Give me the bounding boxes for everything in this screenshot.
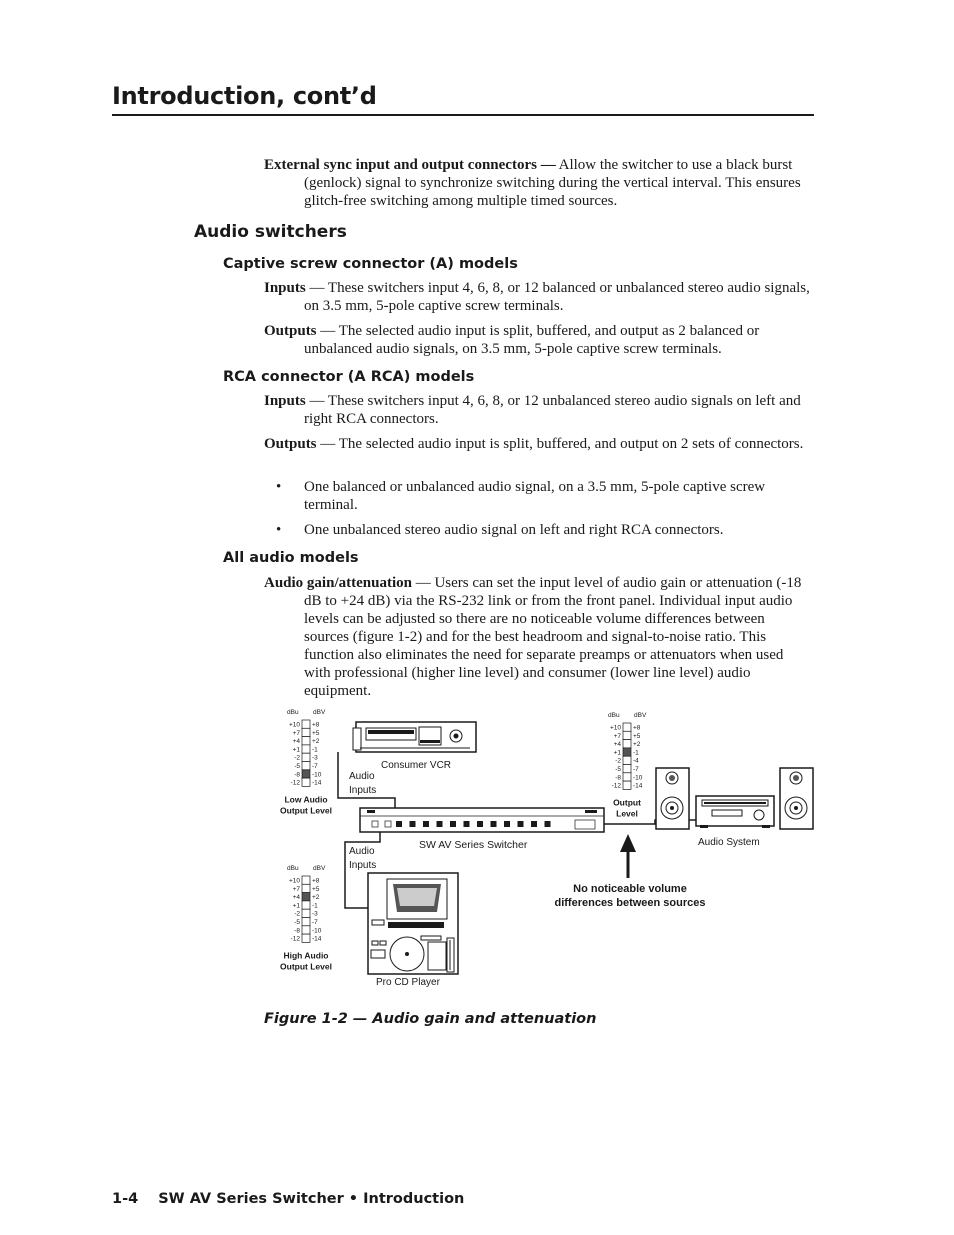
meter-label-1: High Audio xyxy=(283,950,329,961)
meter-dbu-tick: +7 xyxy=(613,732,621,740)
bullet-text: One unbalanced stereo audio signal on left and right RCA connectors. xyxy=(304,522,724,538)
meter-dbv-tick: -3 xyxy=(312,910,318,918)
meter-dbv-tick: +8 xyxy=(312,877,320,885)
gain-label: Audio gain/attenuation xyxy=(264,575,412,591)
audio-inputs-top-label-2: Inputs xyxy=(349,785,377,796)
audio-switchers-heading: Audio switchers xyxy=(194,222,347,242)
meter-dbv-tick: +8 xyxy=(312,721,320,729)
switcher-input-button xyxy=(477,821,483,827)
switcher-input-button xyxy=(491,821,497,827)
ext-sync-paragraph xyxy=(264,156,812,210)
meter-dbu-tick: +1 xyxy=(292,902,300,910)
switcher-control-button xyxy=(372,821,378,827)
note-label-2: differences between sources xyxy=(554,897,706,909)
meter-dbv-tick: -1 xyxy=(312,902,318,910)
meter-dbu-tick: -8 xyxy=(615,774,621,782)
switcher-control-button xyxy=(575,820,595,829)
meter-segment xyxy=(302,720,310,728)
meter-dbu-header: dBu xyxy=(287,865,299,872)
meter-segment xyxy=(302,884,310,892)
meter-dbv-tick: -14 xyxy=(633,782,643,790)
footer-text: SW AV Series Switcher • Introduction xyxy=(158,1191,465,1207)
audio-inputs-top-label-1: Audio xyxy=(349,771,375,782)
page-footer xyxy=(112,1191,464,1207)
meter-dbu-tick: -8 xyxy=(294,771,300,779)
note-label-1: No noticeable volume xyxy=(573,883,687,895)
meter-segment xyxy=(302,926,310,934)
switcher-input-button xyxy=(464,821,470,827)
ext-sync-label: External sync input and output connectors — xyxy=(264,157,556,173)
meter-dbv-tick: -7 xyxy=(312,763,318,770)
meter-dbv-header: dBV xyxy=(634,712,647,719)
meter-dbv-tick: -14 xyxy=(312,935,322,943)
meter-segment xyxy=(302,893,310,901)
meter-label-2: Output Level xyxy=(280,805,332,816)
meter-dbu-tick: +1 xyxy=(613,749,621,757)
meter-segment xyxy=(302,876,310,884)
meter-dbu-tick: -8 xyxy=(294,927,300,935)
switcher-label: SW AV Series Switcher xyxy=(419,839,528,851)
switcher-input-button xyxy=(545,821,551,827)
meter-dbv-tick: +5 xyxy=(633,732,641,740)
output-level-meter xyxy=(608,712,647,818)
meter-segment xyxy=(623,740,631,748)
meter-dbu-tick: +4 xyxy=(292,738,300,746)
meter-dbu-header: dBu xyxy=(287,709,299,716)
meter-dbu-tick: -2 xyxy=(294,910,300,918)
switcher-input-button xyxy=(531,821,537,827)
switcher-input-button xyxy=(450,821,456,827)
meter-dbv-tick: -10 xyxy=(633,774,643,782)
meter-dbv-header: dBV xyxy=(313,709,326,716)
switcher-input-button xyxy=(396,821,402,827)
page-number: 1-4 xyxy=(112,1191,139,1207)
switcher-input-button xyxy=(423,821,429,827)
meter-segment xyxy=(302,901,310,909)
meter-dbu-tick: +4 xyxy=(292,894,300,902)
meter-dbv-tick: +5 xyxy=(312,885,320,893)
switcher-input-button xyxy=(518,821,524,827)
meter-segment xyxy=(302,770,310,778)
meter-segment xyxy=(623,723,631,731)
low-audio-meter xyxy=(280,709,332,815)
right-speaker-icon xyxy=(780,768,813,829)
meter-dbv-tick: -3 xyxy=(312,754,318,762)
meter-dbv-header: dBV xyxy=(313,865,326,872)
title-rule xyxy=(112,114,814,116)
cd-audio-cable xyxy=(345,832,380,908)
meter-dbv-tick: -4 xyxy=(633,757,639,765)
meter-segment xyxy=(623,756,631,764)
vcr-icon xyxy=(353,722,476,752)
rca-outputs-text: — The selected audio input is split, buffered, and output on 2 sets of connectors. xyxy=(316,436,804,452)
meter-dbv-tick: -1 xyxy=(312,746,318,754)
rca-bullet-item xyxy=(276,478,816,514)
meter-segment xyxy=(302,753,310,761)
meter-dbu-tick: -12 xyxy=(611,782,621,790)
page-title: Introduction, cont’d xyxy=(112,82,377,110)
arrow-up-icon xyxy=(620,834,636,852)
gain-text: — Users can set the input level of audio gain or attenuation (-18 dB to +24 dB) via the RS-232 link or from the front panel. Individual input audio levels can be adjusted so there are no noticeable volume differences between sources (figure 1-2) and for the best headroom and signal-to-noise ratio. This function also eliminates the need for separate preamps or attenuators when used with professional (higher line level) and consumer (lower line level) audio equipment. xyxy=(304,575,802,699)
meter-dbv-tick: -14 xyxy=(312,779,322,787)
meter-dbu-tick: +10 xyxy=(288,721,300,729)
audio-inputs-bottom-label-1: Audio xyxy=(349,846,375,857)
meter-segment xyxy=(302,762,310,770)
meter-dbu-tick: -12 xyxy=(290,935,300,943)
high-audio-meter xyxy=(280,865,332,971)
pro-cd-label: Pro CD Player xyxy=(376,977,440,988)
meter-segment xyxy=(623,731,631,739)
meter-label-2: Level xyxy=(616,808,638,819)
meter-segment xyxy=(623,773,631,781)
meter-dbv-tick: +2 xyxy=(312,894,320,902)
meter-segment xyxy=(302,745,310,753)
figure-caption: Figure 1-2 — Audio gain and attenuation xyxy=(264,1011,597,1027)
audio-inputs-bottom-label-2: Inputs xyxy=(349,860,377,871)
ext-sync-text: Allow the switcher to use a black burst (genlock) signal to synchronize switching during the vertical interval. This ensures glitch-free switching among multiple timed sources. xyxy=(304,157,801,209)
meter-dbu-tick: -2 xyxy=(294,754,300,762)
captive-inputs-label: Inputs xyxy=(264,280,306,296)
rca-outputs-label: Outputs xyxy=(264,436,317,452)
captive-outputs-text: — The selected audio input is split, buffered, and output as 2 balanced or unbalanced audio signals, on 3.5 mm, 5-pole captive screw terminals. xyxy=(304,323,760,357)
meter-dbv-tick: -7 xyxy=(633,766,639,773)
captive-inputs-paragraph xyxy=(264,279,812,315)
all-models-heading: All audio models xyxy=(223,550,359,566)
meter-dbv-tick: +2 xyxy=(312,738,320,746)
rca-inputs-label: Inputs xyxy=(264,393,306,409)
meter-dbu-tick: +4 xyxy=(613,741,621,749)
meter-dbu-tick: +1 xyxy=(292,746,300,754)
switcher-input-button xyxy=(437,821,443,827)
switcher-input-button xyxy=(410,821,416,827)
meter-dbu-tick: -12 xyxy=(290,779,300,787)
meter-dbu-tick: +7 xyxy=(292,729,300,737)
switcher-control-button xyxy=(385,821,391,827)
meter-dbu-tick: -5 xyxy=(294,919,300,926)
meter-dbv-tick: +8 xyxy=(633,724,641,732)
captive-heading: Captive screw connector (A) models xyxy=(223,256,518,272)
switcher-input-button xyxy=(504,821,510,827)
amplifier-icon xyxy=(696,796,774,828)
left-speaker-icon xyxy=(656,768,689,829)
meter-dbu-tick: +10 xyxy=(288,877,300,885)
meter-segment xyxy=(302,737,310,745)
meter-segment xyxy=(623,748,631,756)
captive-outputs-paragraph xyxy=(264,322,812,358)
meter-dbv-tick: -10 xyxy=(312,927,322,935)
audio-system-label: Audio System xyxy=(698,837,760,848)
meter-dbu-tick: -5 xyxy=(294,763,300,770)
switcher-icon xyxy=(360,808,604,832)
bullet-icon: • xyxy=(276,522,282,538)
meter-label-2: Output Level xyxy=(280,961,332,972)
meter-segment xyxy=(302,934,310,942)
meter-segment xyxy=(302,909,310,917)
rca-inputs-text: — These switchers input 4, 6, 8, or 12 unbalanced stereo audio signals on left and right RCA connectors. xyxy=(304,393,801,427)
consumer-vcr-label: Consumer VCR xyxy=(381,760,452,771)
captive-inputs-text: — These switchers input 4, 6, 8, or 12 balanced or unbalanced stereo audio signals, on 3.5 mm, 5-pole captive screw terminals. xyxy=(304,280,810,314)
vcr-audio-cable xyxy=(338,752,395,810)
meter-segment xyxy=(302,778,310,786)
meter-dbv-tick: +5 xyxy=(312,729,320,737)
bullet-icon: • xyxy=(276,479,282,495)
bullet-text: One balanced or unbalanced audio signal, on a 3.5 mm, 5-pole captive screw terminal. xyxy=(304,479,766,513)
meter-dbv-tick: +2 xyxy=(633,741,641,749)
meter-label-1: Output xyxy=(613,797,641,808)
meter-label-1: Low Audio xyxy=(284,794,328,805)
meter-segment xyxy=(623,765,631,773)
captive-outputs-label: Outputs xyxy=(264,323,317,339)
cd-player-icon xyxy=(368,873,458,974)
meter-dbu-tick: +7 xyxy=(292,885,300,893)
meter-segment xyxy=(623,781,631,789)
rca-outputs-paragraph xyxy=(264,435,812,453)
gain-paragraph xyxy=(264,574,812,700)
output-cable xyxy=(604,820,700,824)
meter-dbu-tick: -2 xyxy=(615,757,621,765)
meter-segment xyxy=(302,728,310,736)
rca-bullet-item xyxy=(276,521,816,539)
rca-inputs-paragraph xyxy=(264,392,812,428)
meter-segment xyxy=(302,918,310,926)
meter-dbv-tick: -10 xyxy=(312,771,322,779)
meter-dbu-header: dBu xyxy=(608,712,620,719)
meter-dbu-tick: -5 xyxy=(615,766,621,773)
meter-dbv-tick: -7 xyxy=(312,919,318,926)
meter-dbu-tick: +10 xyxy=(609,724,621,732)
rca-heading: RCA connector (A RCA) models xyxy=(223,369,475,385)
meter-dbv-tick: -1 xyxy=(633,749,639,757)
